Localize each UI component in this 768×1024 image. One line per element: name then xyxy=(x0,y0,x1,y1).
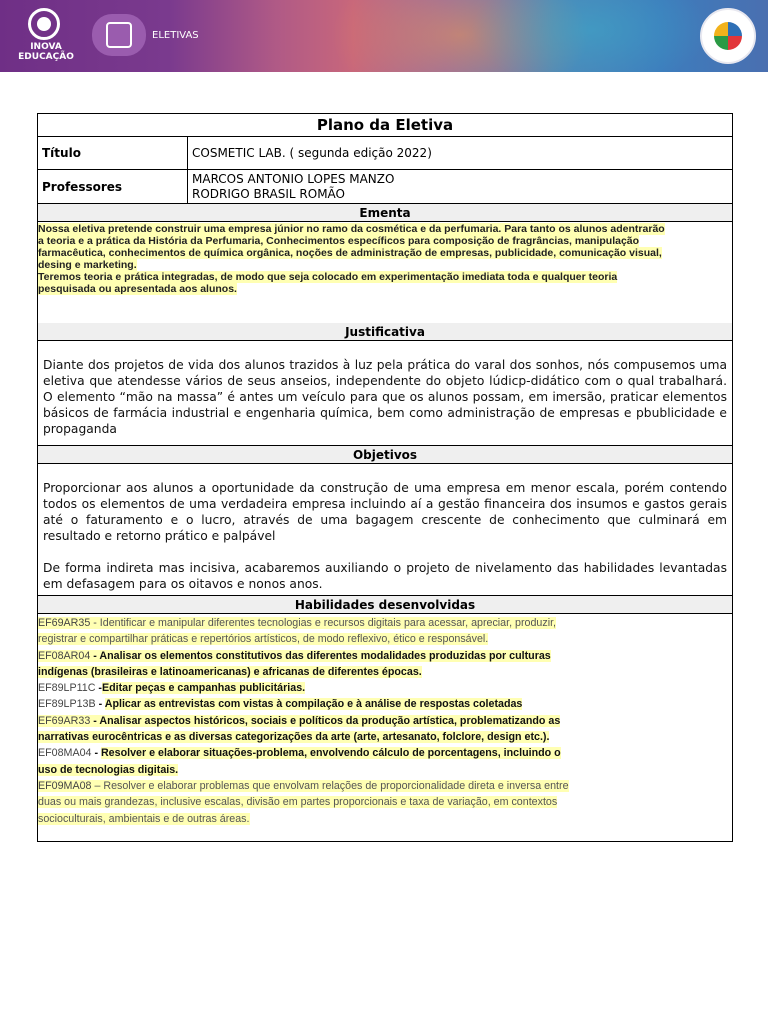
list-item: uso de tecnologias digitais. xyxy=(38,763,179,776)
ementa-line: farmacêutica, conhecimentos de química orgânica, noções de administração de empresas, publicidade, comunicação visual, xyxy=(38,247,662,259)
banner-decoration xyxy=(470,0,710,72)
inova-educacao-logo xyxy=(14,8,78,66)
school-seal xyxy=(700,8,756,64)
objetivos-heading: Objetivos xyxy=(38,446,732,464)
ementa-section xyxy=(38,223,732,324)
list-item: indígenas (brasileiras e latinoamericanas) e africanas de diferentes épocas. xyxy=(38,665,422,678)
list-item: registrar e compartilhar práticas e repertórios artísticos, de modo reflexivo, ético e responsável. xyxy=(38,633,489,646)
titulo-label: Título xyxy=(38,137,188,169)
justificativa-heading: Justificativa xyxy=(38,323,732,341)
eletivas-logo xyxy=(92,14,146,56)
list-item: EF08AR04 - Analisar os elementos constitutivos das diferentes modalidades produzidas por culturas xyxy=(38,649,551,662)
objetivos-paragraph-2: De forma indireta mas incisiva, acabaremos auxiliando o projeto de nivelamento das habilidades levantadas em defasagem para os oitavos e nonos anos. xyxy=(43,561,727,591)
list-item: EF69AR33 - Analisar aspectos históricos, sociais e políticos da produção artística, problematizando as xyxy=(38,714,561,727)
justificativa-section xyxy=(38,341,732,446)
list-item: narrativas eurocêntricas e as diversas categorizações da arte (arte, artesanato, folclore, design etc.). xyxy=(38,731,550,744)
eletivas-icon xyxy=(106,22,132,48)
list-item: EF89LP13B - Aplicar as entrevistas com vistas à compilação e à análise de respostas coletadas xyxy=(38,698,523,711)
program-label: ELETIVAS xyxy=(152,30,199,41)
objetivos-paragraph-1: Proporcionar aos alunos a oportunidade da construção de uma empresa em menor escala, porém contendo todos os elementos de uma verdadeira empresa incluindo aí a gestão financeira dos insumos e gastos gerais até o faturamento e o lucro, através de uma bagagem crescente de conhecimento que culminará em resultado e retorno prático e palpável xyxy=(43,481,727,543)
list-item: EF69AR35 - Identificar e manipular diferentes tecnologias e recursos digitais para acessar, apreciar, produzir, xyxy=(38,617,557,629)
list-item: EF89LP11C -Editar peças e campanhas publicitárias. xyxy=(38,682,306,695)
habilidades-list xyxy=(38,615,732,827)
ementa-line: pesquisada ou apresentada aos alunos. xyxy=(38,283,237,295)
titulo-row xyxy=(38,137,732,170)
justificativa-text: Diante dos projetos de vida dos alunos trazidos à luz pela prática do varal dos sonhos, nós compusemos uma eletiva que atendesse vários de seus anseios, independente do objeto lúdicp-didático com o qual trabalhará. O elemento “mão na massa” é antes um veículo para que os alunos possam, em imersão, praticar elementos básicos de farmácia industrial e engenharia química, bem como administração de empresas e pbublicidade e propaganda xyxy=(43,358,727,436)
professor-name: RODRIGO BRASIL ROMÃO xyxy=(192,187,345,201)
ementa-line: desing e marketing. xyxy=(38,259,137,271)
header-banner xyxy=(0,0,768,72)
list-item: duas ou mais grandezas, inclusive escalas, divisão em partes proporcionais e taxa de variação, em contextos xyxy=(38,796,558,809)
logo-line-2: EDUCAÇÃO xyxy=(18,52,74,62)
school-seal-icon xyxy=(714,22,742,50)
professores-label: Professores xyxy=(38,170,188,203)
ementa-line: Nossa eletiva pretende construir uma empresa júnior no ramo da cosmética e da perfumaria. Para tanto os alunos adentrarão xyxy=(38,223,665,235)
ementa-line: Teremos teoria e prática integradas, de modo que seja colocado em experimentação imediata toda e qualquer teoria xyxy=(38,271,618,283)
list-item: EF08MA04 - Resolver e elaborar situações-problema, envolvendo cálculo de porcentagens, incluindo o xyxy=(38,747,561,760)
plan-document xyxy=(37,113,733,842)
professores-row xyxy=(38,170,732,204)
list-item: EF09MA08 – Resolver e elaborar problemas que envolvam relações de proporcionalidade direta e inversa entre xyxy=(38,779,569,792)
document-title: Plano da Eletiva xyxy=(38,114,732,137)
ementa-line: a teoria e a prática da História da Perfumaria, Conhecimentos específicos para composição de fragrâncias, manipulação xyxy=(38,235,640,247)
list-item: socioculturais, ambientais e de outras áreas. xyxy=(38,812,250,825)
professor-name: MARCOS ANTONIO LOPES MANZO xyxy=(192,172,395,186)
objetivos-section xyxy=(38,464,732,596)
inova-logo-icon xyxy=(28,8,60,40)
ementa-heading: Ementa xyxy=(38,204,732,222)
logo-line-1: INOVA xyxy=(30,42,62,52)
habilidades-heading: Habilidades desenvolvidas xyxy=(38,596,732,614)
titulo-value: COSMETIC LAB. ( segunda edição 2022) xyxy=(192,146,432,160)
